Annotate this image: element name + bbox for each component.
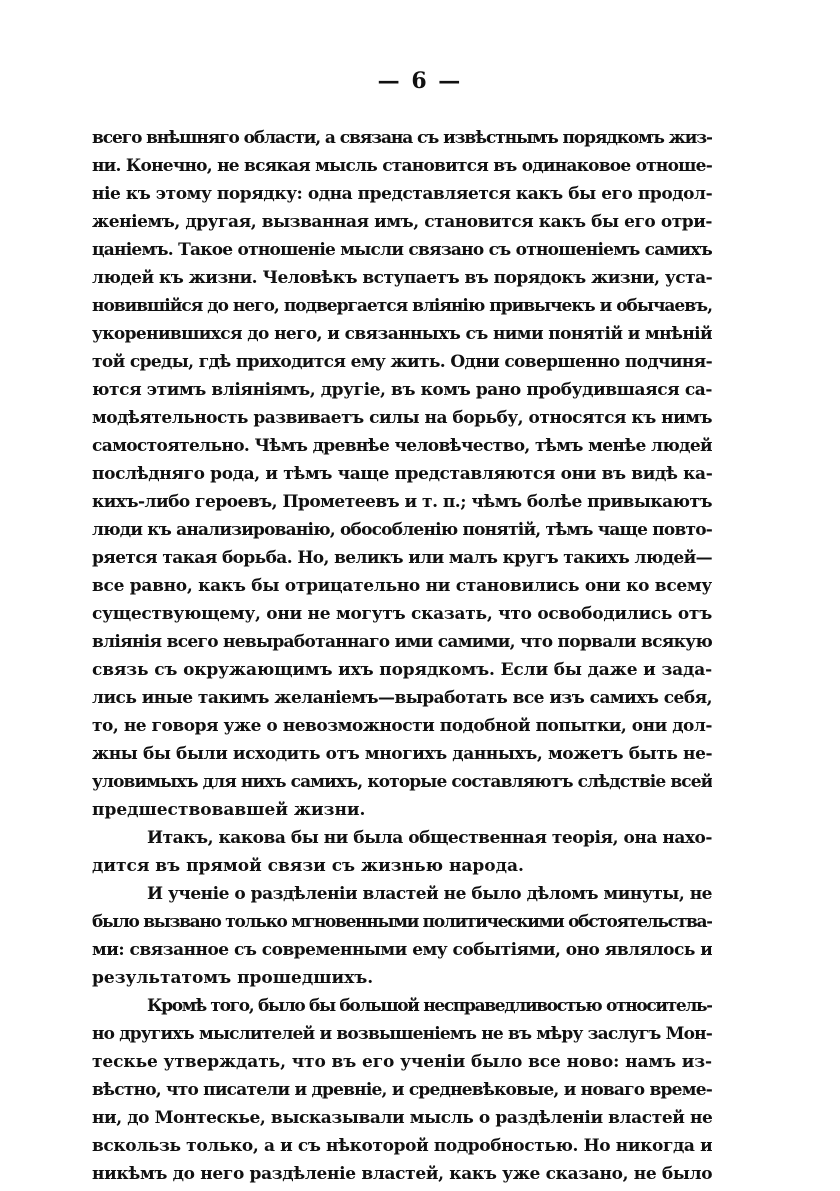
- text-line: ни, до Монтескье, высказывали мысль о раздѣленіи властей не: [92, 1108, 712, 1128]
- text-line: Итакъ, какова бы ни была общественная теорія, она нахо-: [147, 828, 712, 848]
- text-line: ни. Конечно, не всякая мысль становится въ одинаковое отноше-: [92, 156, 712, 176]
- text-line: укоренившихся до него, и связанныхъ съ ними понятій и мнѣній: [92, 324, 712, 344]
- text-line: самостоятельно. Чѣмъ древнѣе человѣчество, тѣмъ менѣе людей: [92, 436, 712, 456]
- text-line: уловимыхъ для нихъ самихъ, которые составляютъ слѣдствіе всей: [92, 772, 712, 792]
- text-line: лись иные такимъ желаніемъ—выработать все изъ самихъ себя,: [92, 688, 712, 708]
- text-line: модѣятельность развиваетъ силы на борьбу, относятся къ нимъ: [92, 408, 712, 428]
- text-line: ніе къ этому порядку: одна представляется какъ бы его продол-: [92, 184, 712, 204]
- text-line: но другихъ мыслителей и возвышеніемъ не въ мѣру заслугъ Мон-: [92, 1024, 712, 1044]
- text-line: вліянія всего невыработаннаго ими самими, что порвали всякую: [92, 632, 712, 652]
- text-line: дится въ прямой связи съ жизнью народа.: [92, 856, 524, 876]
- text-line: жны бы были исходить отъ многихъ данныхъ, можетъ быть не-: [92, 744, 712, 764]
- text-line: послѣдняго рода, и тѣмъ чаще представляются они въ видѣ ка-: [92, 464, 712, 484]
- text-line: вскользь только, а и съ нѣкоторой подробностью. Но никогда и: [92, 1136, 712, 1156]
- text-line: ются этимъ вліяніямъ, другіе, въ комъ рано пробудившаяся са-: [92, 380, 712, 400]
- text-line: ряется такая борьба. Но, великъ или малъ кругъ такихъ людей—: [92, 548, 712, 568]
- text-line: той среды, гдѣ приходится ему жить. Одни совершенно подчиня-: [92, 352, 712, 372]
- text-line: вѣстно, что писатели и древніе, и средневѣковые, и новаго време-: [92, 1080, 712, 1100]
- text-line: людей къ жизни. Человѣкъ вступаетъ въ порядокъ жизни, уста-: [92, 268, 712, 288]
- text-line: Кромѣ того, было бы большой несправедливостью относитель-: [147, 996, 712, 1016]
- text-line: кихъ-либо героевъ, Прометеевъ и т. п.; чѣмъ болѣе привыкаютъ: [92, 492, 712, 512]
- page-body-text: [92, 124, 712, 1188]
- text-line: женіемъ, другая, вызванная имъ, становится какъ бы его отри-: [92, 212, 712, 232]
- text-line: новившійся до него, подвергается вліянію привычекъ и обычаевъ,: [92, 296, 712, 316]
- text-line: связь съ окружающимъ ихъ порядкомъ. Если бы даже и зада-: [92, 660, 712, 680]
- text-line: было вызвано только мгновенными политическими обстоятельства-: [92, 912, 712, 932]
- text-line: цаніемъ. Такое отношеніе мысли связано съ отношеніемъ самихъ: [92, 240, 712, 260]
- text-line: ми: связанное съ современными ему событіями, оно являлось и: [92, 940, 712, 960]
- text-line: тескье утверждать, что въ его ученіи было все ново: намъ из-: [92, 1052, 712, 1072]
- page-number: — 6 —: [377, 68, 463, 94]
- text-line: предшествовавшей жизни.: [92, 800, 366, 820]
- text-line: результатомъ прошедшихъ.: [92, 968, 374, 988]
- text-line: все равно, какъ бы отрицательно ни становились они ко всему: [92, 576, 712, 596]
- text-line: всего внѣшняго области, а связана съ извѣстнымъ порядкомъ жиз-: [92, 128, 712, 148]
- text-line: никѣмъ до него раздѣленіе властей, какъ уже сказано, не было: [92, 1164, 712, 1184]
- text-line: то, не говоря уже о невозможности подобной попытки, они дол-: [92, 716, 712, 736]
- text-line: И ученіе о раздѣленіи властей не было дѣломъ минуты, не: [147, 884, 712, 904]
- text-line: существующему, они не могутъ сказать, что освободились отъ: [92, 604, 712, 624]
- text-line: люди къ анализированію, обособленію понятій, тѣмъ чаще повто-: [92, 520, 712, 540]
